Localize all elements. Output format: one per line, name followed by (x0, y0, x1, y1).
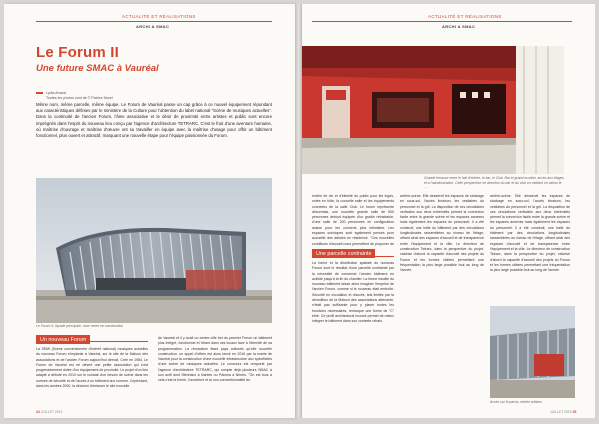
forum-entrance-photo (490, 306, 575, 398)
byline-author: Lydia Amara (46, 91, 66, 95)
section-heading: Une parcelle contrainte (312, 249, 375, 258)
forum-exterior-photo (36, 178, 272, 323)
issue-date: JUILLET 2019 (550, 410, 572, 414)
column-b: de Vauréal et il y avait un centre-ville fort du premier Forum un bâtiment plus intégré, fonctionnel et l'étant dans ses locaux face à l'éternité de sa programmation. La rénovation étant pays culturels qu'elle nouvelle construction, un appel d'offres est alors lancé en 2016 par la mairie de Vauréal pour la construction d'une nouvelle infrastructure aux spécificités d'une scène de musiques actuelles. Le concours est remporté par l'agence d'architecture TETRARC, qui compte déjà plusieurs SMAC à son actif dont Stéréolux à Nantes ou Paloma à Nîmes. "On est tous à cela c'est la forme, l'ouverture et la non-conventionnalité du (158, 336, 272, 383)
page-folio (36, 410, 62, 414)
column-3: arrière-scène. Elle desservit les espaces de stockage en sous-sol, l'accès livraison, les vestiaires du personnel et la gril. La disposition de ces circulations verticales aux deux extrémités permet la connexion facile entre la grande scène et les espaces annexes mais également les espaces du personnel. Il a été construit, une halle du bâtiment par des circulations longitudinales rassemblées au niveau de l'étage, offrant ainsi des espaces d'accueil et de transparence entre l'équipement et la ville. Le directeur de construction Tetrarc, dans la perspective du projet, valorise d'abord la capacité d'accueil des projets du Forum et les formes ciblées permettant une fréquentation la plus large possible tout au long de l'année. (400, 194, 484, 273)
page-folio (550, 410, 576, 414)
column-a: La SEMI (Scène conventionnée d'intérêt national) musiques actuelles du nouveau Forum s'implante à Vauréal, sur le site de la Maison des associations et de l'ancien Forum aujourd'hui démoli. Créé en 1984, Le Forum de Vauréal est né désert une petite association qui s'est progressivement dotée d'un équipement de proximité. Le projet d'un lieu adapté a débuté en 2010 sur le constat d'un besoin de scène dans les normes de sécurité et de l'accès à un bâtiment aux normes. Cependant, dans les années 2000, la décision d'entamer le site nouvelle (36, 347, 148, 389)
left-page (4, 4, 295, 418)
section-heading: Un nouveau Forum (36, 335, 90, 344)
page-number: 34 (36, 410, 40, 414)
rubric-rule (312, 21, 572, 22)
byline (46, 91, 113, 101)
rubric-rule (36, 21, 272, 22)
column-1: entrée de vie et d'intimité du public pour les loges, notes en fuite, la nouvelle salle et les équipements connexes de la salle Club. Le forum représente désormais, une nouvelle grande salle de 600 personnes debout équipée d'un gradin rétractable, d'une salle de 200 personnes en configuration assise pour les concerts plus intimistes. Les espaces scéniques sont également pensés pour accueillir des artistes en résidence. "Ces nouvelles conditions d'accueil nous permettent de proposer de (312, 194, 394, 246)
column-4: arrière-scène. Elle desservit les espaces de stockage en sous-sol, l'accès livraison, les vestiaires du personnel et la gril. La disposition de ces circulations verticales aux deux extrémités permet la connexion facile entre la grande scène et les espaces annexes mais également les espaces du personnel. Il a été construit, une halle du bâtiment par des circulations longitudinales rassemblées au niveau de l'étage, offrant ainsi des espaces d'accueil et de transparence entre l'équipement et la ville. Le directeur de construction Tetrarc, dans la perspective du projet, valorise d'abord la capacité d'accueil des projets du Forum et les formes ciblées permettant une fréquentation la plus large possible tout au long de l'année. (490, 194, 570, 273)
sub-rubric: ARCHI & SMAC (136, 24, 170, 29)
article-title: Le Forum II (36, 44, 120, 61)
binding-gutter (295, 4, 302, 418)
issue-date: JUILLET 2019 (40, 410, 63, 414)
column-2: La forme et la distribution spatiale du nouveau Forum sont le résultat d'une parcelle contrainte par la nécessité de conserver l'ancien bâtiment en activité jusqu'à la fin du chantier. La forme insolite du nouveau bâtiment laisse alors imaginer l'emprise de l'ancien Forum, comme si le nouveau était emboîté. Sécurité en circulation et d'accès, tels limités par la démolition de la Maison des associations attenante, n'était pas suffisante pour y placer toutes les fonctions nécessaires, remarque une forme de "C" étiré. Ce profil architectural incurvé permet de mieux intégrer le bâtiment dans son contexte urbain. (312, 261, 394, 324)
section-rule (312, 256, 394, 257)
article-subtitle: Une future SMAC à Vauréal (36, 63, 159, 74)
photo-caption: Grande terrasse entre le hall d'entrée, le bar, le Club. Bar et grand escalier, accès aux étages et à l'administration. Cette perspective en direction du bar et du club en mettant en valeur le ... (424, 176, 564, 190)
forum-interior-photo (302, 46, 564, 174)
sub-rubric: ARCHI & SMAC (442, 24, 476, 29)
byline-bar (36, 92, 43, 94)
section-rubric: ACTUALITÉ ET RÉALISATIONS (428, 14, 502, 19)
byline-credit: Toutes les photos sont de © Patrice Morel (46, 96, 113, 100)
right-page (302, 4, 595, 418)
intro-paragraph: Même nom, même parcelle, même équipe. Le Forum de Vauréal passe un cap grâce à ce nouvel équipement répondant aux caractéristiques définies par le ministère de la Culture pour l'obtention du label national "Scène de musiques actuelles". Dans la continuité de l'ancien Forum, l'âme associative et le désir de proximité entre artistes et public sont encore imprégnés dans l'esprit du nouveau lieu conçu par l'agence d'architecture TETRARC. C'est le fruit d'une aventure humaine, où maîtrise d'ouvrage et maîtrise d'œuvre ont su travailler en équipe avec la maîtrise d'usage pour offrir un bâtiment fonctionnel, plus ouvert et attractif, marquant une nouvelle étape pour l'équipe passionnée du Forum. (36, 102, 272, 139)
page-number: 35 (572, 410, 577, 414)
section-rubric: ACTUALITÉ ET RÉALISATIONS (122, 14, 196, 19)
photo-caption: Le Forum II, façade principale, mise vente en construction (36, 324, 124, 328)
photo2-caption: Accès sur le parvis, entrée artistes (490, 400, 542, 404)
